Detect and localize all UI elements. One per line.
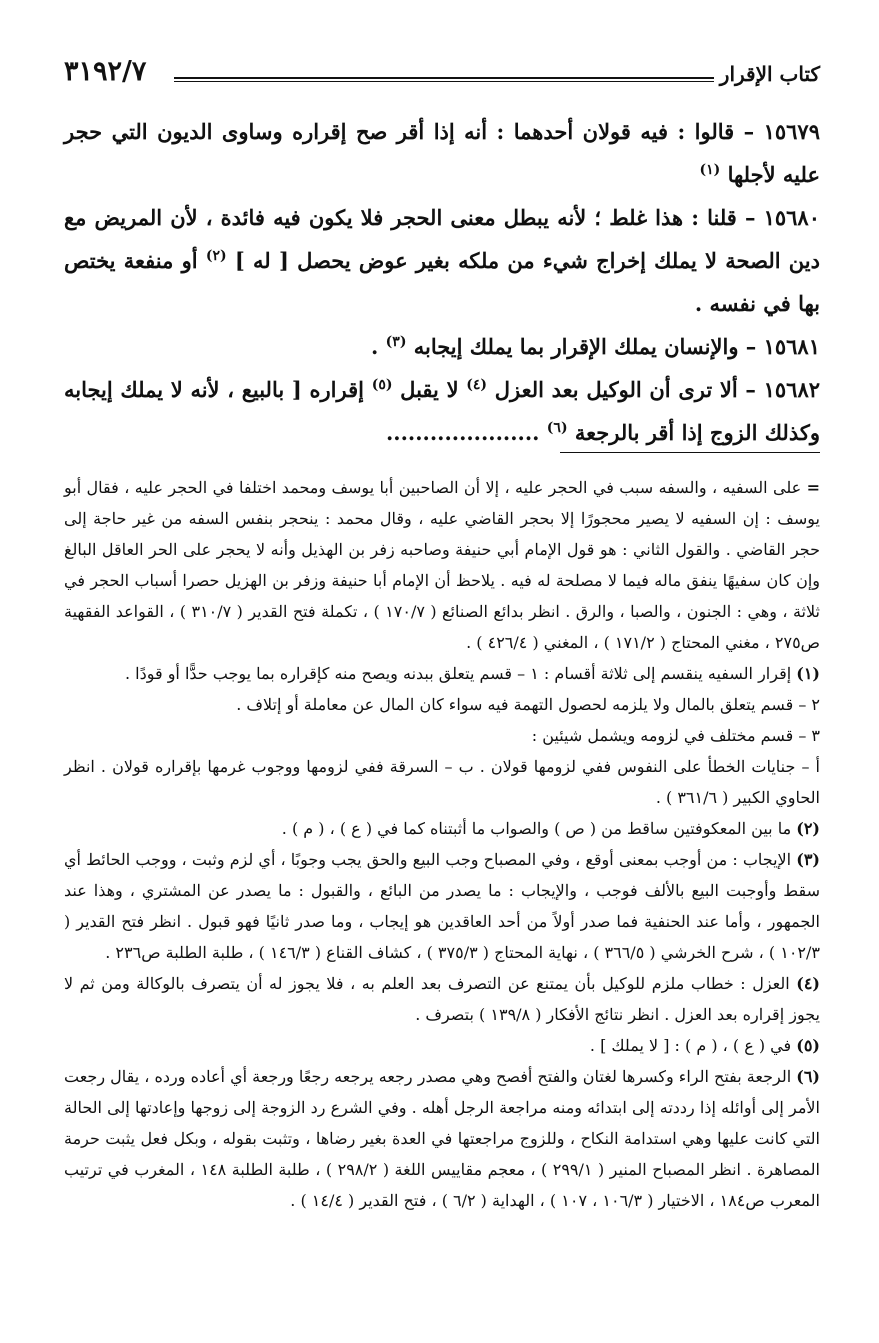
paragraph-15679 (64, 110, 820, 196)
footnote-3 (64, 844, 820, 968)
footnote-ref: (٤) (466, 377, 488, 393)
page-header (64, 56, 820, 96)
footnote-ref: (٣) (385, 334, 407, 350)
footnote-ref: (١) (699, 162, 721, 178)
paragraph-15680 (64, 196, 820, 325)
footnotes (64, 472, 820, 1216)
paragraph-text: – ألا ترى أن الوكيل بعد العزل (487, 377, 764, 402)
footnote-text: في ( ع ) ، ( م ) : [ لا يملك ] . (589, 1036, 797, 1055)
footnote-text: الرجعة بفتح الراء وكسرها لغتان والفتح أفصح وهي مصدر رجعه يرجعه رجعًا ورجعة أي أعاده ورده ، يقال رجعت الأمر إلى أوائله إذا رددته إلى ابتدائه ومنه مراجعة الرجل أهله . وفي الشرع رد الزوجة إلى زوجها وإعادتها إلى الحالة التي كانت عليها وهي استدامة النكاح ، وللزوج مراجعتها في العدة بغير رضاها ، وتثبت بقوله ، وبكل فعل يثبت حرمة المصاهرة . انظر المصباح المنير ( ٢٩٩/١ ) ، معجم مقاييس اللغة ( ٢٩٨/٢ ) ، طلبة الطلبة ١٤٨ ، المغرب في ترتيب المعرب ص١٨٤ ، الاختيار ( ١٠٦/٣ ، ١٠٧ ) ، الهداية ( ٦/٢ ) ، فتح القدير ( ١٤/٤ ) . (64, 1067, 821, 1210)
footnote-text: ما بين المعكوفتين ساقط من ( ص ) والصواب ما أثبتناه كما في ( ع ) ، ( م ) . (281, 819, 797, 838)
continuation-dots: ..................... (385, 420, 547, 445)
paragraph-text: – قالوا : فيه قولان أحدهما : أنه إذا أقر صح إقراره وساوى الديون التي حجر عليه لأجلها (64, 119, 820, 187)
footnote-mark: (٦) (796, 1067, 820, 1086)
footnote-text: ٢ – قسم يتعلق بالمال ولا يلزمه لحصول التهمة فيه سواء كان المال عن معاملة أو إتلاف . (236, 695, 820, 714)
footnote-ref: (٥) (371, 377, 393, 393)
footnote-text: إقرار السفيه ينقسم إلى ثلاثة أقسام : ١ – قسم يتعلق ببدنه ويصح منه كإقراره بما يوجب حدًّا أو قودًا . (124, 664, 797, 683)
paragraph-number: ١٥٦٧٩ (763, 119, 820, 144)
footnote-mark: (٣) (796, 850, 820, 869)
paragraph-number: ١٥٦٨٢ (763, 377, 821, 402)
footnote-1 (64, 658, 820, 689)
footnote-text: أ – جنايات الخطأ على النفوس ففي لزومها قولان . ب – السرقة ففي لزومها ووجوب غرمها بإقراره قولان . انظر الحاوي الكبير ( ٣٦١/٦ ) . (64, 757, 820, 807)
paragraph-text: – قلنا : هذا غلط ؛ لأنه يبطل معنى الحجر فلا يكون فيه فائدة ، لأن المريض مع دين الصحة لا يملك إخراج شيء من ملكه بغير عوض يحصل [ له ] (64, 205, 820, 273)
footnote-mark: = (806, 478, 820, 497)
book-title: كتاب الإقرار (719, 62, 820, 86)
footnote-mark: (٥) (796, 1036, 820, 1055)
footnote-text: ٣ – قسم مختلف في لزومه ويشمل شيئين : (531, 726, 820, 745)
footnote-text: العزل : خطاب ملزم للوكيل بأن يمتنع عن التصرف بعد العلم به ، فلا يجوز له أن يتصرف بالوكالة ومن ثم لا يجوز إقراره بعد العزل . انظر نتائج الأفكار ( ١٣٩/٨ ) بتصرف . (64, 974, 820, 1024)
footnote-separator (560, 452, 820, 453)
page-number: ٣١٩٢/٧ (64, 56, 147, 87)
footnote-6 (64, 1061, 820, 1216)
footnote-text: على السفيه ، والسفه سبب في الحجر عليه ، إلا أن الصاحبين أبا يوسف ومحمد اختلفا في الحجر عليه ، فقال أبو يوسف : إن السفيه لا يصير محجورًا إلا بحجر القاضي عليه ، وقال محمد : ينحجر بنفس السفه من غير حاجة إلى حجر القاضي . والقول الثاني : هو قول الإمام أبي حنيفة وصاحبه زفر بن الهذيل وأنه لا يحجر على الحر العاقل البالغ وإن كان سفيهًا ينفق ماله فيما لا مصلحة له فيه . يلاحظ أن الإمام أبا حنيفة وزفر بن الهزيل حصرا أسباب الحجر في ثلاثة ، وهي : الجنون ، والصبا ، والرق . انظر بدائع الصنائع ( ١٧٠/٧ ) ، تكملة فتح القدير ( ٣١٠/٧ ) ، القواعد الفقهية ص٢٧٥ ، مغني المحتاج ( ١٧١/٢ ) ، المغني ( ٤٢٦/٤ ) . (64, 478, 821, 652)
footnote-mark: (١) (796, 664, 820, 683)
footnote-5 (64, 1030, 820, 1061)
paragraph-text: – والإنسان يملك الإقرار بما يملك إيجابه (406, 334, 764, 359)
book-page (64, 48, 820, 1308)
paragraph-tail: أو منفعة يختص بها في نفسه . (64, 248, 820, 316)
paragraph-tail: . (371, 334, 386, 359)
footnote-1-item-2 (64, 689, 820, 720)
footnote-4 (64, 968, 820, 1030)
footnote-mark: (٤) (796, 974, 820, 993)
paragraph-15681 (64, 325, 820, 368)
header-rule (174, 77, 714, 82)
footnote-1-item-3-details (64, 751, 820, 813)
footnote-text: الإيجاب : من أوجب بمعنى أوقع ، وفي المصباح وجب البيع والحق يجب وجوبًا ، أي لزم وثبت ، ووجب الحائط أي سقط وأوجبت البيع بالألف فوجب ، والإيجاب : ما يصدر من البائع ، والقبول : ما يصدر عن المشتري ، وهذا عند الجمهور ، وأما عند الحنفية فما صدر أولاً من أحد العاقدين هو إيجاب ، وما صدر ثانيًا فهو قبول . انظر فتح القدير ( ١٠٢/٣ ) ، شرح الخرشي ( ٣٦٦/٥ ) ، نهاية المحتاج ( ٣٧٥/٣ ) ، كشاف القناع ( ١٤٦/٣ ) ، طلبة الطلبة ص٢٣٦ . (64, 850, 820, 962)
main-text (64, 110, 820, 454)
paragraph-text: إقراره [ بالبيع ، لأنه لا يملك إيجابه وكذلك الزوج إذا أقر بالرجعة (64, 377, 820, 445)
footnote-1-item-3 (64, 720, 820, 751)
footnote-ref: (٢) (205, 248, 227, 264)
footnote-ref: (٦) (546, 420, 568, 436)
footnote-2 (64, 813, 820, 844)
paragraph-number: ١٥٦٨٠ (763, 205, 820, 230)
footnote-continued (64, 472, 820, 658)
paragraph-number: ١٥٦٨١ (763, 334, 820, 359)
paragraph-text: لا يقبل (392, 377, 467, 402)
paragraph-15682 (64, 368, 820, 454)
footnote-mark: (٢) (796, 819, 820, 838)
